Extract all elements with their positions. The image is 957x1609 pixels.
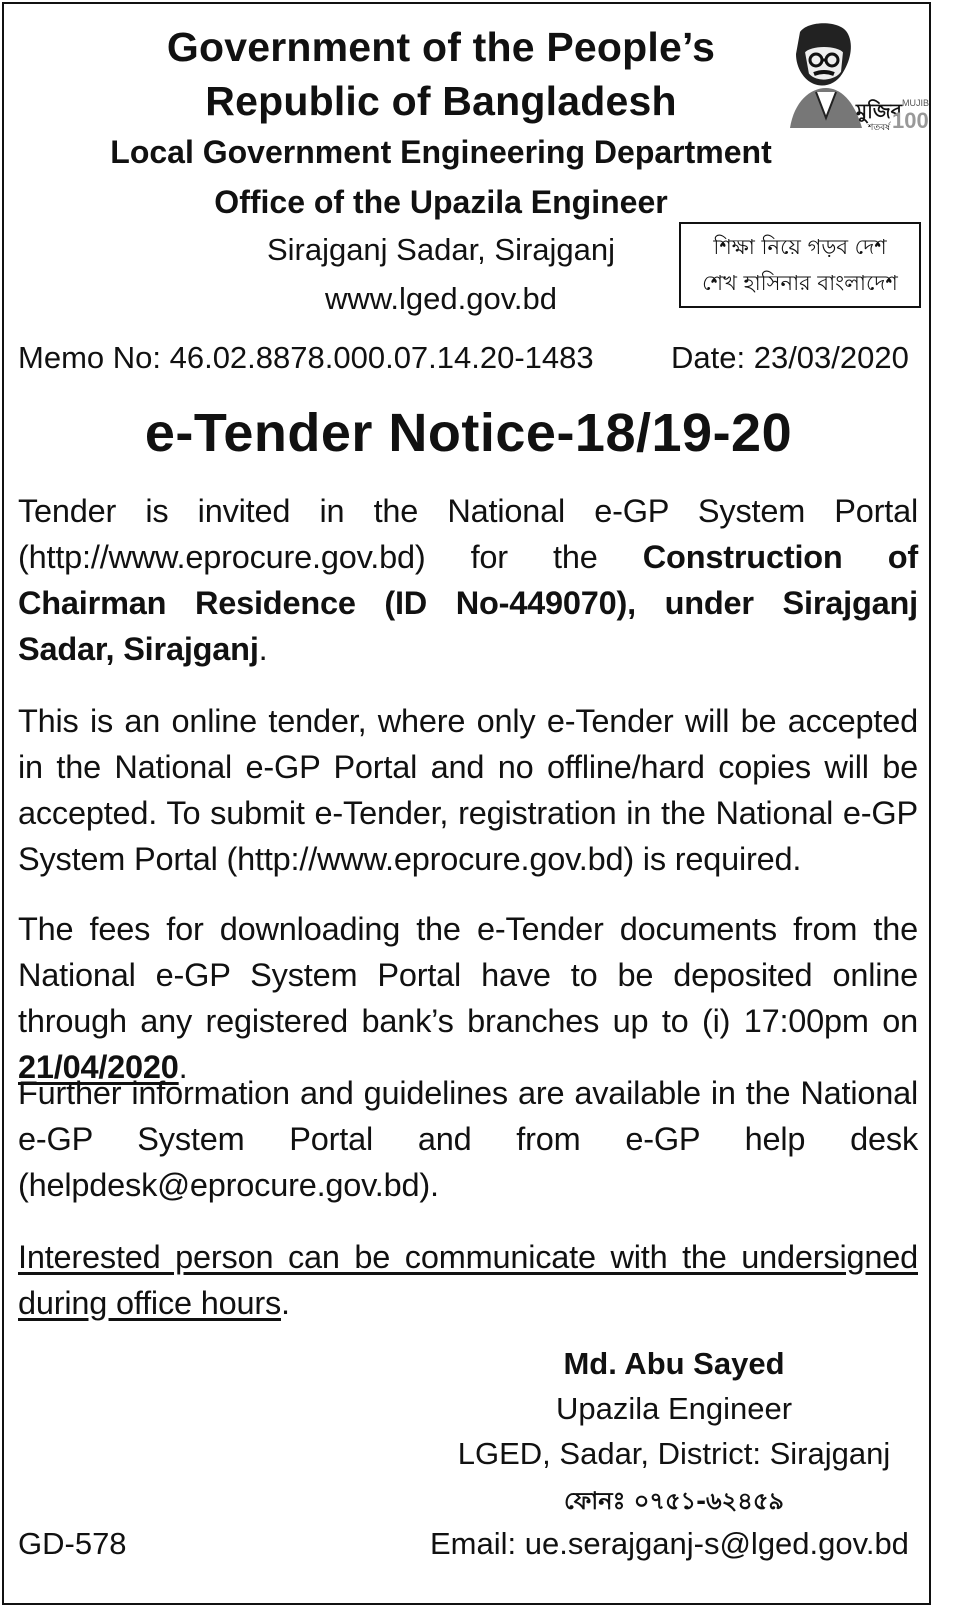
- slogan-line-2: শেখ হাসিনার বাংলাদেশ: [702, 271, 898, 295]
- memo-number: Memo No: 46.02.8878.000.07.14.20-1483: [18, 340, 594, 375]
- paragraph-fees: [18, 906, 918, 1090]
- logo-number: 100: [892, 108, 929, 133]
- header-line-2: Republic of Bangladesh: [205, 78, 677, 124]
- department-name: Local Government Engineering Department: [110, 134, 772, 170]
- paragraph-online-tender: This is an online tender, where only e-Tender will be accepted in the National e-GP Portal and no offline/hard copies will be accepted. To submit e-Tender, registration in the National e-GP System Portal (http://www.eprocure.gov.bd) is required.: [18, 703, 918, 877]
- signatory-office: LGED, Sadar, District: Sirajganj: [457, 1436, 891, 1471]
- logo-bangla-subtext: শতবর্ষ: [868, 123, 891, 133]
- office-website: www.lged.gov.bd: [324, 281, 558, 316]
- deadline-date: 21/04/2020: [18, 1049, 179, 1085]
- paragraph-invitation-text: Tender is invited in the National e-GP System Portal (http://www.eprocure.gov.bd) for the: [18, 493, 918, 575]
- reference-code: GD-578: [18, 1526, 127, 1561]
- office-name: Office of the Upazila Engineer: [214, 184, 668, 220]
- signatory-phone: ফোনঃ ০৭৫১-৬২৪৫৯: [564, 1487, 784, 1515]
- signatory-designation: Upazila Engineer: [555, 1391, 793, 1426]
- slogan-line-1: শিক্ষা নিয়ে গড়ব দেশ: [713, 235, 887, 259]
- work-description: Construction of Chairman Residence (ID No-449070), under Sirajganj Sadar, Sirajganj: [18, 539, 918, 667]
- logo-english-text: MUJIB: [902, 98, 929, 108]
- signatory-name: Md. Abu Sayed: [563, 1346, 785, 1381]
- header-line-1: Government of the People’s: [166, 24, 716, 70]
- mujib-100-logo: [770, 22, 929, 133]
- paragraph-fees-text: The fees for downloading the e-Tender documents from the National e-GP System Portal have to be deposited online through any registered bank’s branches up to (i) 17:00pm on: [18, 911, 918, 1039]
- paragraph-invitation-end: .: [258, 631, 268, 667]
- slogan-box: [679, 222, 921, 308]
- paragraph-fees-end: .: [178, 1049, 188, 1085]
- signatory-email: Email: ue.serajganj-s@lged.gov.bd: [430, 1526, 909, 1561]
- logo-bangla-text: মুজিব: [856, 99, 902, 123]
- tender-notice-page: [2, 2, 931, 1605]
- notice-title: e-Tender Notice-18/19-20: [144, 403, 793, 463]
- paragraph-further-info: Further information and guidelines are available in the National e-GP System Portal and from e-GP help desk (helpdesk@eprocure.gov.bd).: [18, 1075, 918, 1203]
- contact-text-end: .: [281, 1285, 290, 1321]
- paragraph-invitation: [18, 488, 918, 672]
- office-location: Sirajganj Sadar, Sirajganj: [266, 232, 616, 267]
- paragraph-contact: [18, 1234, 918, 1326]
- memo-date: Date: 23/03/2020: [671, 340, 909, 375]
- contact-text: Interested person can be communicate with the undersigned during office hours: [18, 1239, 918, 1321]
